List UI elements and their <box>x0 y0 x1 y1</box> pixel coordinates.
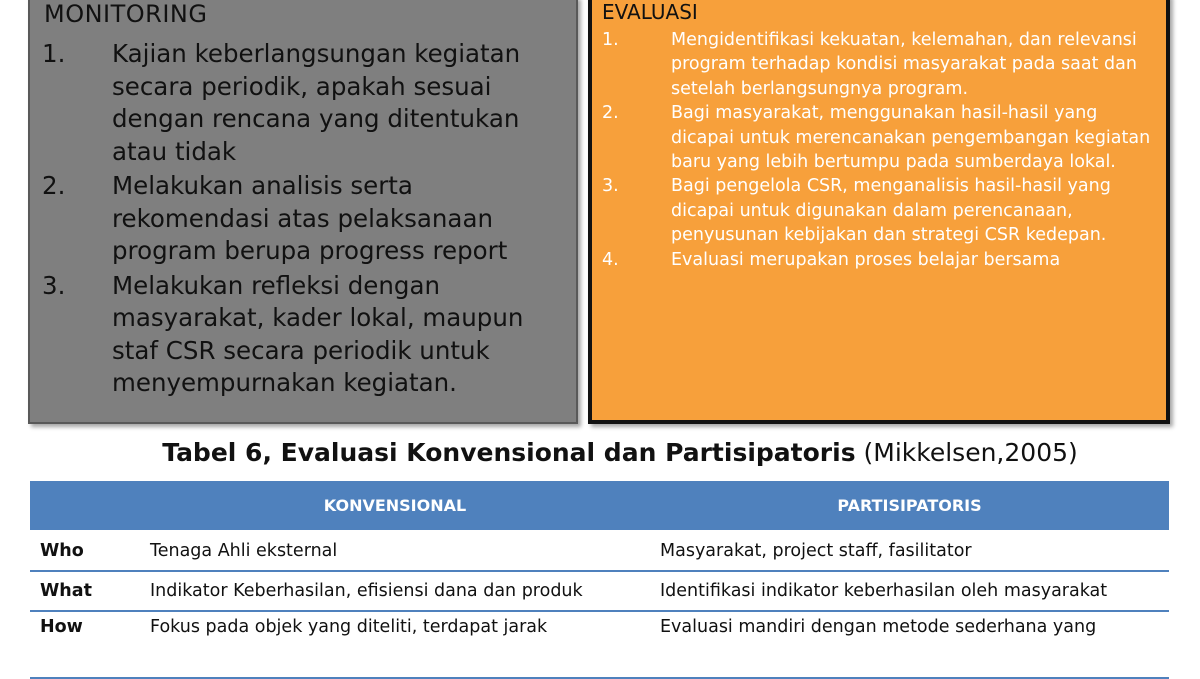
evaluasi-box <box>588 0 1170 424</box>
evaluasi-item <box>602 101 1162 174</box>
evaluasi-item <box>602 248 1162 272</box>
evaluasi-item-number: 1. <box>602 30 619 50</box>
monitoring-title: MONITORING <box>44 0 208 28</box>
cell-konvensional: Fokus pada objek yang diteliti, terdapat jarak <box>140 611 650 678</box>
evaluasi-item <box>602 28 1162 101</box>
evaluasi-item-text: Bagi pengelola CSR, menganalisis hasil-hasil yang dicapai untuk digunakan dalam perencanaan, penyusunan kebijakan dan strategi CSR kedepan. <box>671 176 1111 246</box>
monitoring-item <box>42 170 562 268</box>
row-label: Who <box>30 531 140 571</box>
cell-konvensional: Indikator Keberhasilan, efisiensi dana dan produk <box>140 571 650 611</box>
cell-konvensional: Tenaga Ahli eksternal <box>140 531 650 571</box>
evaluasi-item-number: 4. <box>602 249 619 270</box>
evaluasi-item-text: Bagi masyarakat, menggunakan hasil-hasil yang dicapai untuk merencanakan pengembangan kegiatan baru yang lebih bertumpu pada sumberdaya lokal. <box>671 103 1151 173</box>
row-label: How <box>30 611 140 678</box>
monitoring-item-number: 1. <box>42 39 66 68</box>
monitoring-item-number: 2. <box>42 171 66 200</box>
table-row <box>30 611 1169 678</box>
evaluasi-item-text: Evaluasi merupakan proses belajar bersama <box>671 249 1061 270</box>
evaluasi-item-number: 3. <box>602 176 619 197</box>
table-row <box>30 571 1169 611</box>
table-header-row <box>30 481 1169 531</box>
table-header-konvensional: KONVENSIONAL <box>140 481 650 531</box>
table-title-citation: (Mikkelsen,2005) <box>855 438 1078 467</box>
monitoring-item-text: Kajian keberlangsungan kegiatan secara periodik, apakah sesuai dengan rencana yang ditentukan atau tidak <box>112 39 521 166</box>
table-header-empty <box>30 481 140 531</box>
row-label: What <box>30 571 140 611</box>
monitoring-item-text: Melakukan analisis serta rekomendasi atas pelaksanaan program berupa progress report <box>112 171 508 265</box>
table-title <box>0 438 1200 467</box>
monitoring-list <box>42 38 562 402</box>
evaluasi-item <box>602 174 1162 247</box>
table-header-partisipatoris: PARTISIPATORIS <box>650 481 1169 531</box>
evaluasi-title: EVALUASI <box>602 0 698 24</box>
monitoring-item-text: Melakukan refleksi dengan masyarakat, kader lokal, maupun staf CSR secara periodik untuk menyempurnakan kegiatan. <box>112 270 524 397</box>
cell-partisipatoris: Identifikasi indikator keberhasilan oleh masyarakat <box>650 571 1169 611</box>
monitoring-item <box>42 270 562 400</box>
table-title-main: Tabel 6, Evaluasi Konvensional dan Partisipatoris <box>162 438 856 467</box>
evaluasi-item-text: Mengidentifikasi kekuatan, kelemahan, dan relevansi program terhadap kondisi masyarakat pada saat dan setelah berlangsungnya program. <box>671 30 1137 99</box>
monitoring-item <box>42 38 562 168</box>
evaluasi-item-number: 2. <box>602 103 619 124</box>
monitoring-box <box>28 0 578 424</box>
cell-partisipatoris: Evaluasi mandiri dengan metode sederhana yang <box>650 611 1169 678</box>
table-row <box>30 531 1169 571</box>
comparison-table <box>30 481 1169 679</box>
evaluasi-list <box>602 28 1162 272</box>
monitoring-item-number: 3. <box>42 270 66 300</box>
cell-partisipatoris: Masyarakat, project staff, fasilitator <box>650 531 1169 571</box>
